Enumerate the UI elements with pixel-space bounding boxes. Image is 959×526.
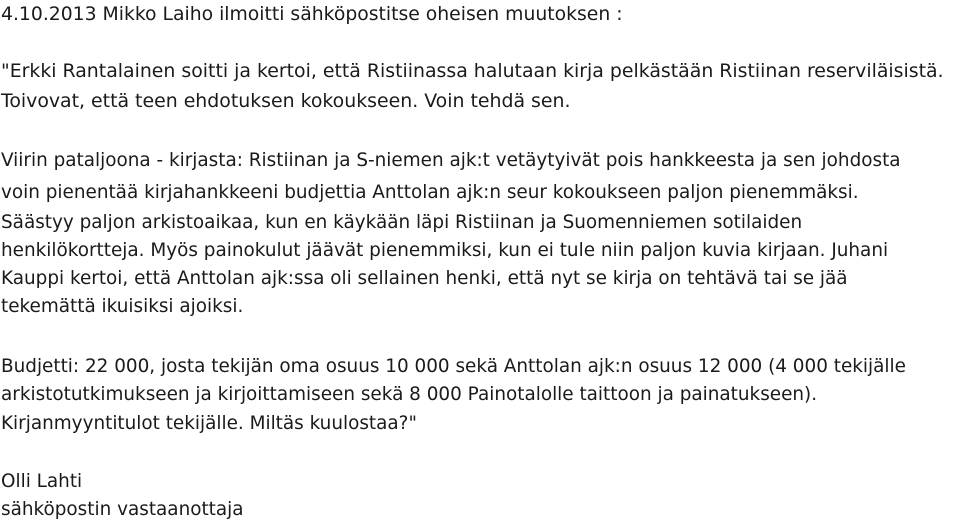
paragraph-line-4: henkilökortteja. Myös painokulut jäävät pienemmiksi, kun ei tule niin paljon kuvia kirjaan. Juhani bbox=[1, 240, 889, 261]
budget-line-2: arkistotutkimukseen ja kirjoittamiseen sekä 8 000 Painotalolle taittoon ja painatukseen). bbox=[1, 384, 818, 405]
document-header: 4.10.2013 Mikko Laiho ilmoitti sähköpostitse oheisen muutoksen : bbox=[1, 4, 623, 25]
paragraph-line-2: voin pienentää kirjahankkeeni budjettia Anttolan ajk:n seur kokoukseen paljon pienemmäksi. bbox=[1, 182, 859, 203]
paragraph-line-3: Säästyy paljon arkistoaikaa, kun en käykään läpi Ristiinan ja Suomenniemen sotilaiden bbox=[1, 212, 803, 233]
budget-line-3: Kirjanmyyntitulot tekijälle. Miltäs kuulostaa?" bbox=[1, 413, 417, 434]
quote-line-1: "Erkki Rantalainen soitti ja kertoi, että Ristiinassa halutaan kirja pelkästään Ristiinan reserviläisistä. bbox=[1, 60, 944, 82]
paragraph-line-1: Viirin pataljoona - kirjasta: Ristiinan ja S-niemen ajk:t vetäytyivät pois hankkeesta ja sen johdosta bbox=[1, 150, 901, 171]
signature-role: sähköpostin vastaanottaja bbox=[1, 499, 244, 520]
signature-name: Olli Lahti bbox=[1, 471, 83, 492]
paragraph-line-6: tekemättä ikuisiksi ajoiksi. bbox=[1, 296, 244, 317]
quote-line-2: Toivovat, että teen ehdotuksen kokoukseen. Voin tehdä sen. bbox=[1, 90, 571, 112]
paragraph-line-5: Kauppi kertoi, että Anttolan ajk:ssa oli sellainen henki, että nyt se kirja on tehtävä tai se jää bbox=[1, 268, 848, 289]
budget-line-1: Budjetti: 22 000, josta tekijän oma osuus 10 000 sekä Anttolan ajk:n osuus 12 000 (4 000 tekijälle bbox=[1, 356, 906, 377]
